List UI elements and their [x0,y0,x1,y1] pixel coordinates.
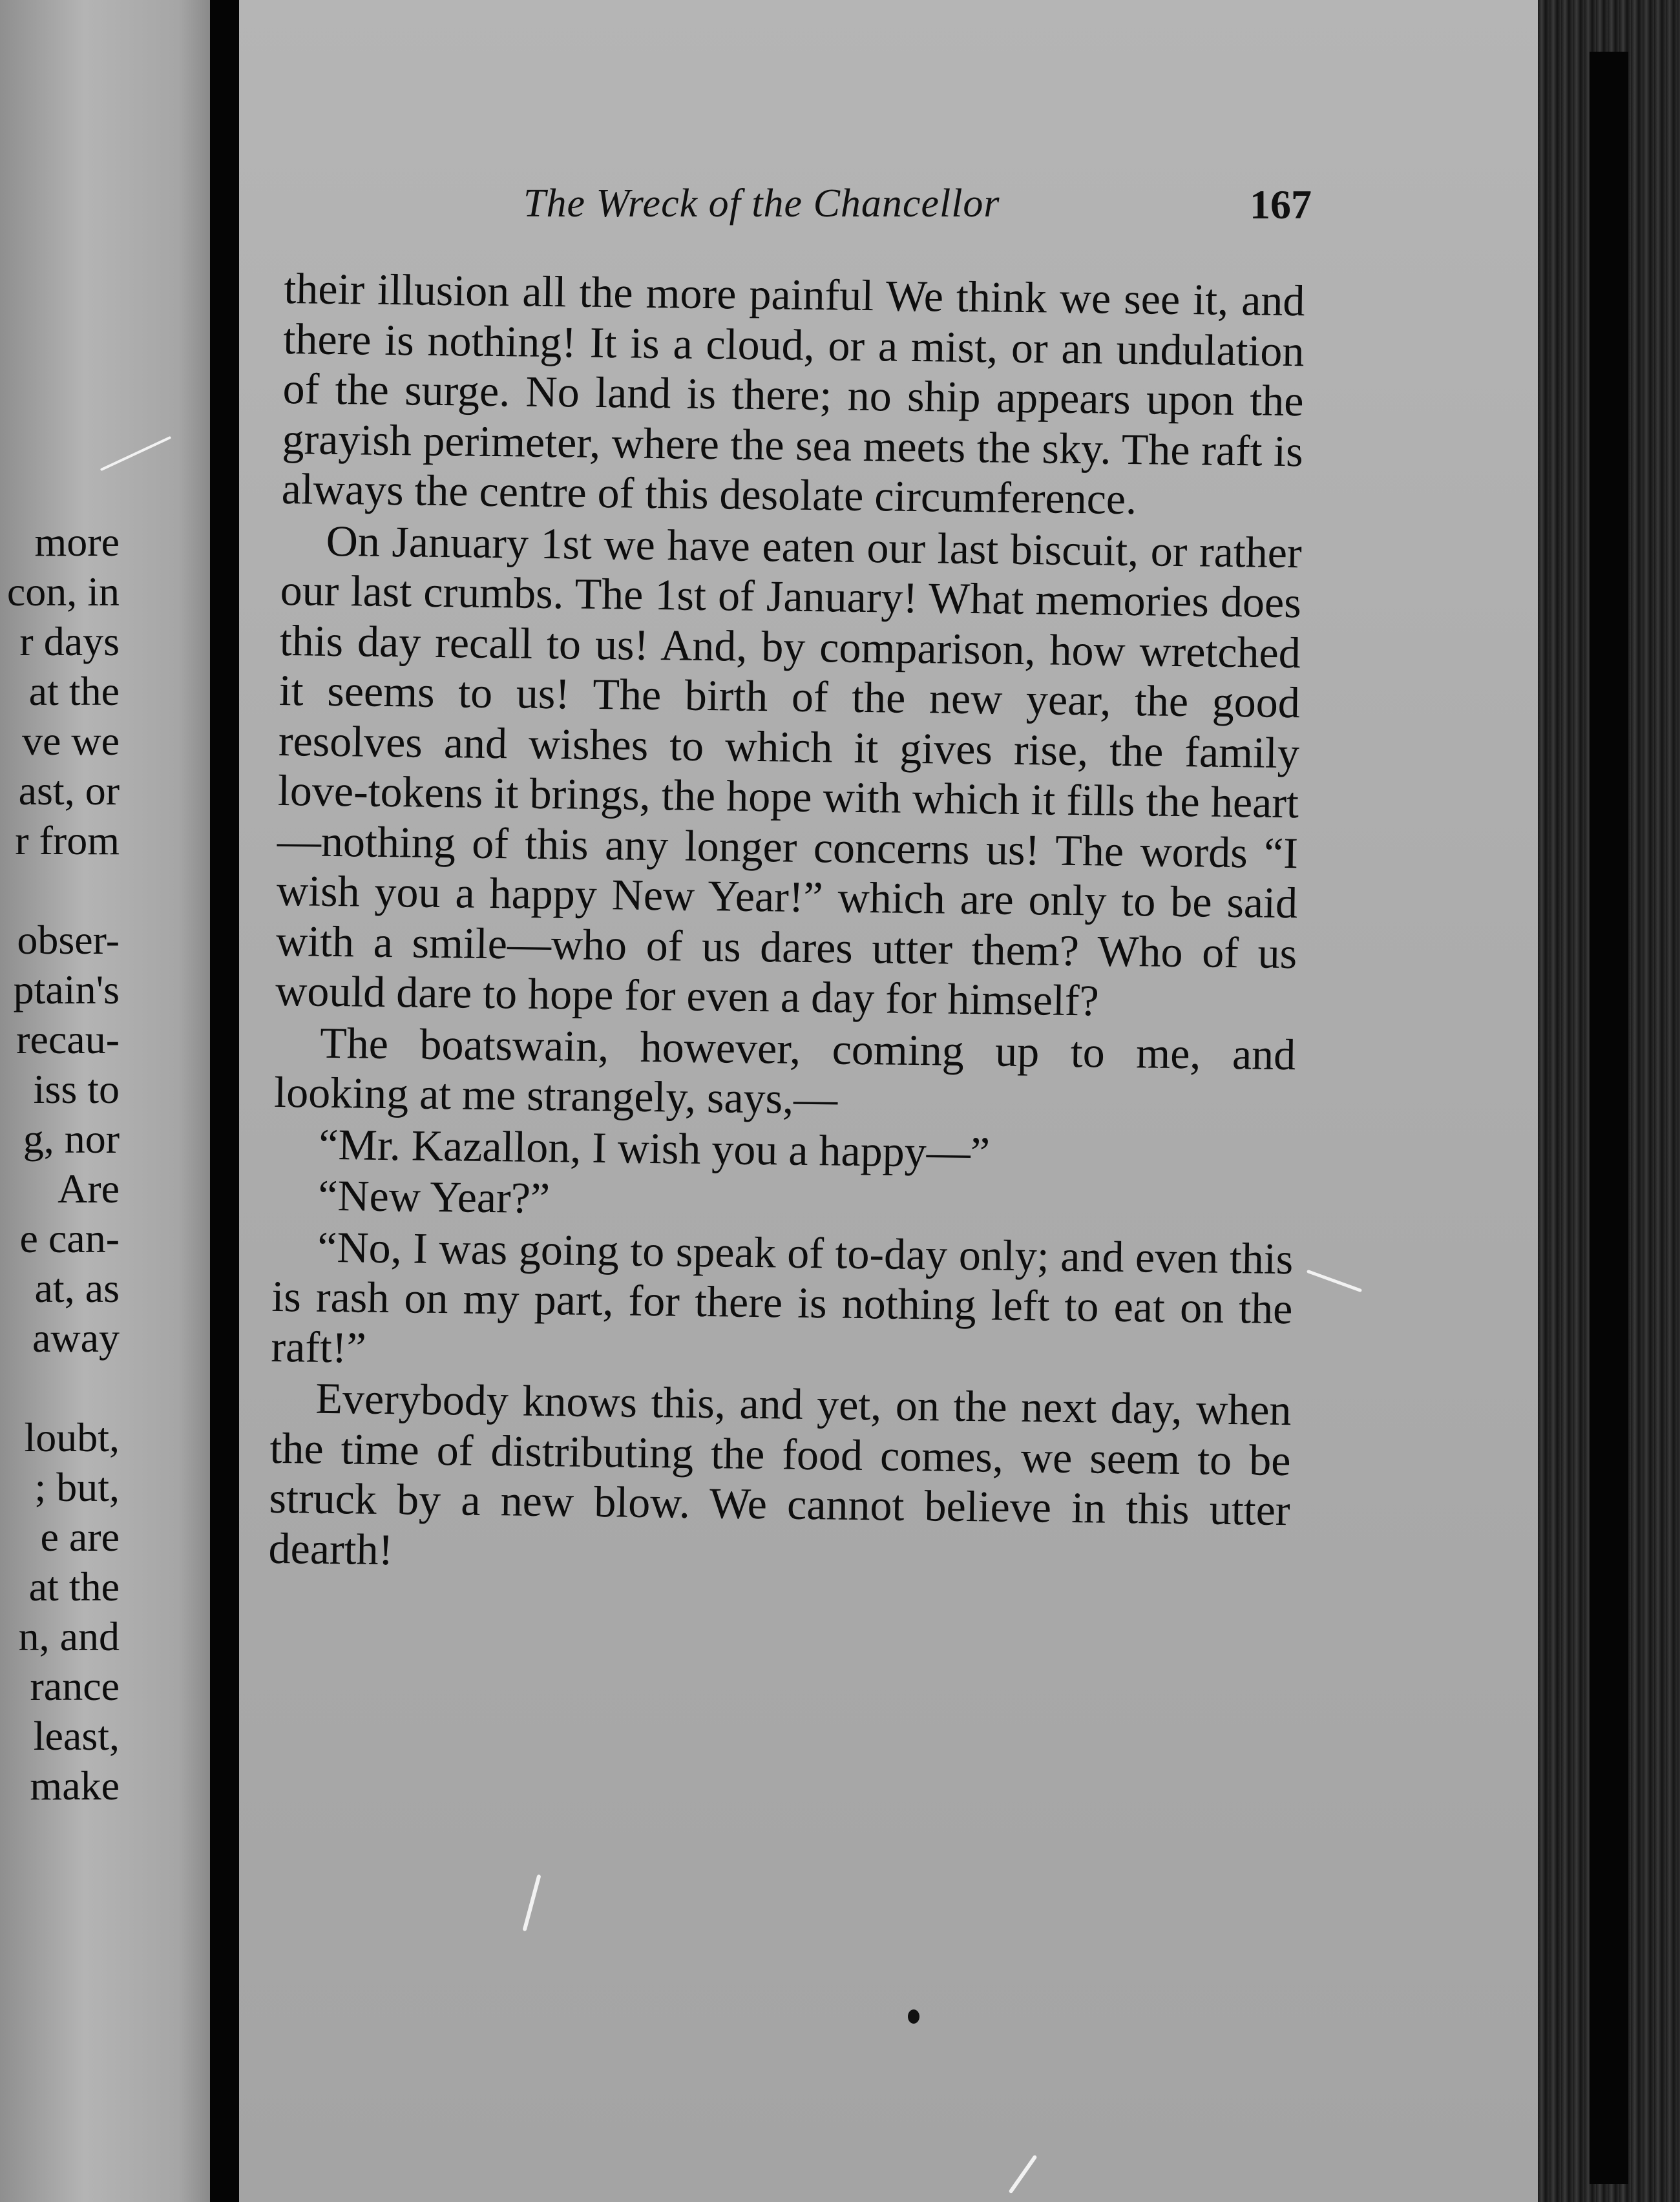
previous-page-text [0,517,120,1810]
previous-page-line: more [34,519,120,565]
paragraph: “No, I was going to speak of to-day only; and even this is rash on my part, for there is nothing left to eat on the raft!” [271,1222,1294,1372]
previous-page-line: away [32,1315,120,1361]
running-title: The Wreck of the Chancellor [523,182,1000,225]
book-cover-edge [1590,52,1628,2184]
previous-page-line [0,1363,120,1412]
book-gutter [210,0,239,2202]
previous-page-line: rance [30,1663,120,1709]
previous-page-line: Are [58,1166,120,1211]
previous-page-line: make [30,1763,120,1809]
previous-page-line: r days [19,618,120,664]
previous-page-line: r from [15,817,120,863]
paragraph: On January 1st we have eaten our last biscuit, or rather our last crumbs. The 1st of January! What memories does this day recall to us! And, by comparison, how wretched it seems to us! The birth of the new year, the good resolves and wishes to which it gives rise, the family love-tokens it brings, the hope with which it fills the heart—nothing of this any longer concerns us! The words “I wish you a happy New Year!” which are only to be said with a smile—who of us dares utter them? Who of us would dare to hope for even a day for himself? [275,516,1303,1025]
previous-page-line: e are [40,1514,120,1560]
page-number: 167 [1250,182,1312,227]
previous-page-line: at, as [34,1265,120,1311]
previous-page-line: ast, or [18,768,120,813]
previous-page-line: obser- [17,917,120,963]
previous-page [0,0,210,2202]
previous-page-line: iss to [33,1066,120,1112]
paragraph: their illusion all the more painful We think we see it, and there is nothing! It is a cloud, or a mist, or an undulation of the surge. No land is there; no ship appears upon the grayish perimeter, where the sea meets the sky. The raft is always the centre of this desolate circumference. [281,264,1305,524]
previous-page-line: loubt, [24,1414,120,1460]
paragraph: “Mr. Kazallon, I wish you a happy—” [318,1119,991,1177]
page-header [284,181,1312,239]
previous-page-line: ptain's [13,967,120,1012]
previous-page-line: n, and [18,1613,120,1659]
previous-page-line: g, nor [23,1116,120,1162]
page-body [268,264,1305,1587]
previous-page-line [0,865,120,915]
previous-page-line: ve we [21,718,120,764]
page-footer-dot [908,2009,919,2024]
previous-page-line: e can- [19,1215,120,1261]
previous-page-line: least, [33,1713,120,1759]
paragraph: The boatswain, however, coming up to me, and looking at me strangely, says,— [273,1018,1296,1124]
previous-page-line: ; but, [34,1464,120,1510]
previous-page-line: con, in [6,569,120,614]
paragraph: Everybody knows this, and yet, on the next day, when the time of distributing the food comes, we seem to be struck by a new blow. We cannot believe in this utter dearth! [268,1373,1292,1574]
previous-page-line: recau- [16,1016,120,1062]
previous-page-line: at the [28,1564,120,1610]
paragraph: “New Year?” [317,1170,551,1223]
previous-page-line: at the [28,668,120,714]
